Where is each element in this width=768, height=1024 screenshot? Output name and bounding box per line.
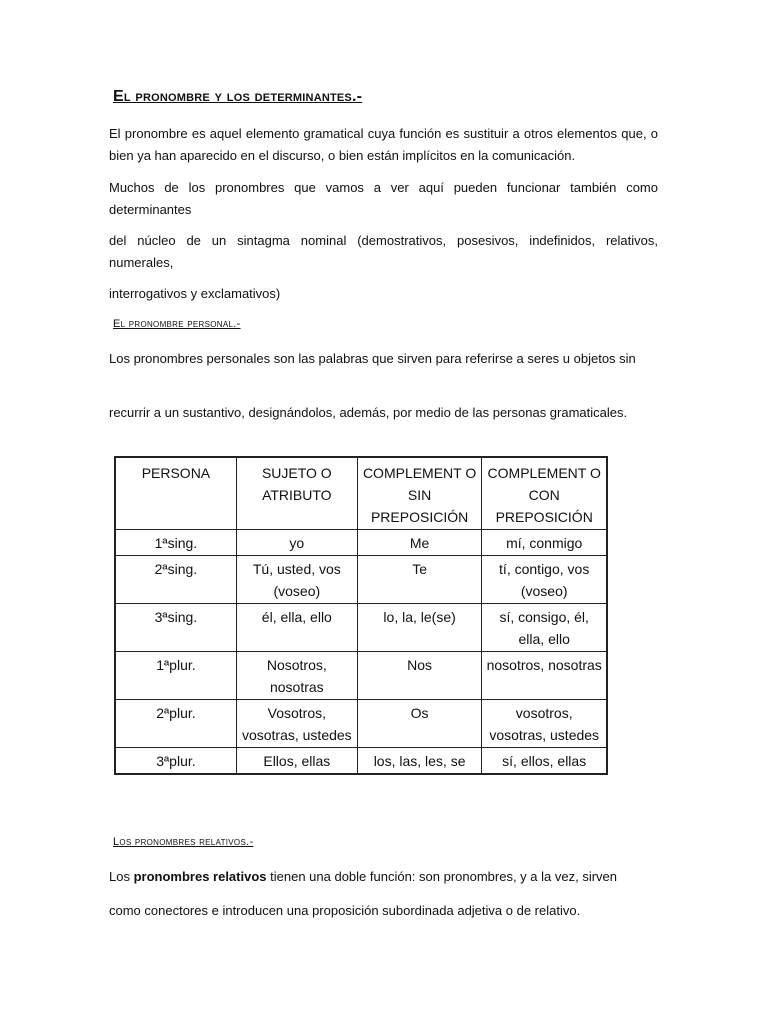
table-cell: 3ªsing. (115, 604, 236, 652)
table-row (115, 530, 607, 556)
personal-pronouns-table (114, 456, 608, 775)
section-heading-personal: El pronombre personal.- (113, 318, 241, 330)
table-cell: Nosotros, nosotras (236, 652, 357, 700)
paragraph-relativos-2: como conectores e introducen una proposición subordinada adjetiva o de relativo. (109, 903, 581, 918)
table-row (115, 556, 607, 604)
table-cell: Os (357, 700, 482, 748)
table-cell: 2ªsing. (115, 556, 236, 604)
bold-term: pronombres relativos (133, 869, 267, 884)
table-cell: sí, ellos, ellas (482, 748, 607, 775)
table-cell: mí, conmigo (482, 530, 607, 556)
table-header-row (115, 457, 607, 530)
paragraph-determinantes: Muchos de los pronombres que vamos a ver aquí pueden funcionar también como determinantes (109, 180, 658, 217)
table-header-cell: COMPLEMENT O CON PREPOSICIÓN (482, 457, 607, 530)
table-cell: 1ªsing. (115, 530, 236, 556)
table-row (115, 604, 607, 652)
table-cell: Te (357, 556, 482, 604)
paragraph-personales-2: recurrir a un sustantivo, designándolos, además, por medio de las personas gramaticales. (109, 405, 628, 420)
table-cell: nosotros, nosotras (482, 652, 607, 700)
table-cell: Nos (357, 652, 482, 700)
table-header-cell: PERSONA (115, 457, 236, 530)
text-span: tienen una doble función: son pronombres, y a la vez, sirven (266, 869, 618, 884)
table-cell: yo (236, 530, 357, 556)
table-row (115, 652, 607, 700)
paragraph-personales-1: Los pronombres personales son las palabras que sirven para referirse a seres u objetos sin (109, 351, 636, 366)
table-header-cell: SUJETO O ATRIBUTO (236, 457, 357, 530)
table-row (115, 748, 607, 775)
text-span: Los (109, 869, 134, 884)
paragraph-relativos-1 (109, 866, 658, 888)
table-cell: Me (357, 530, 482, 556)
table-cell: lo, la, le(se) (357, 604, 482, 652)
table-header-cell: COMPLEMENT O SIN PREPOSICIÓN (357, 457, 482, 530)
table-cell: Ellos, ellas (236, 748, 357, 775)
table-cell: los, las, les, se (357, 748, 482, 775)
table-cell: 1ªplur. (115, 652, 236, 700)
table-cell: 2ªplur. (115, 700, 236, 748)
table-cell: tí, contigo, vos (voseo) (482, 556, 607, 604)
paragraph-interrogativos: interrogativos y exclamativos) (109, 286, 281, 301)
page-title: El pronombre y los determinantes.- (113, 88, 363, 105)
table-cell: 3ªplur. (115, 748, 236, 775)
table-cell: Tú, usted, vos (voseo) (236, 556, 357, 604)
table-cell: Vosotros, vosotras, ustedes (236, 700, 357, 748)
table-cell: vosotros, vosotras, ustedes (482, 700, 607, 748)
paragraph-nucleo: del núcleo de un sintagma nominal (demostrativos, posesivos, indefinidos, relativos, numerales, (109, 233, 658, 270)
table-row (115, 700, 607, 748)
paragraph-intro: El pronombre es aquel elemento gramatical cuya función es sustituir a otros elementos que, o bien ya han aparecido en el discurso, o bien están implícitos en la comunicación. (109, 126, 658, 163)
table-cell: él, ella, ello (236, 604, 357, 652)
table-cell: sí, consigo, él, ella, ello (482, 604, 607, 652)
section-heading-relativos: Los pronombres relativos.- (113, 836, 254, 848)
